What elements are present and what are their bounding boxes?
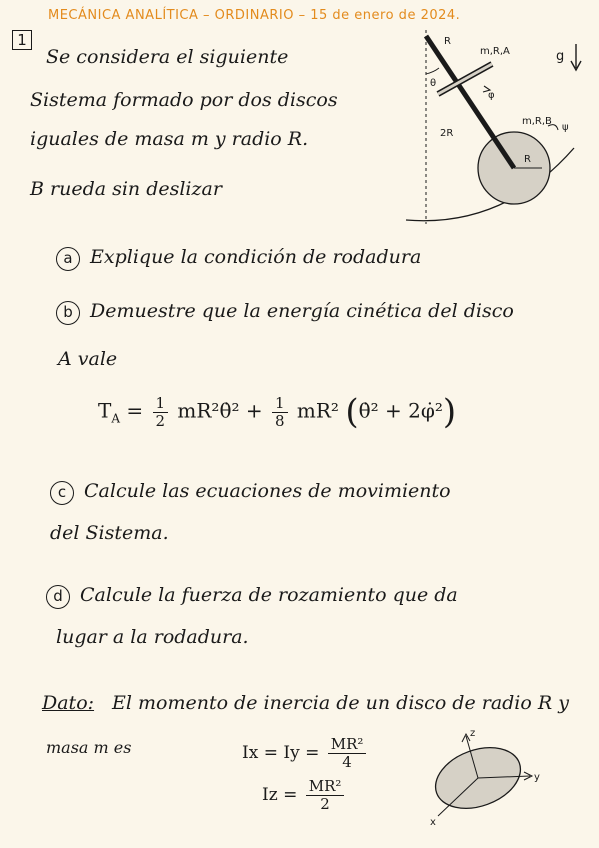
kinetic-energy-formula [98,392,456,432]
z-axis-arrow [462,734,470,742]
item-d [46,584,458,609]
item-b [56,300,514,325]
item-c-text-1: Calcule las ecuaciones de movimiento [84,480,451,502]
dato-text: El momento de inercia de un disco de radio R y [112,692,569,714]
item-d-text-1: Calcule la fuerza de rozamiento que da [80,584,458,606]
item-b-text-1: Demuestre que la energía cinética del disco [90,300,514,322]
label-r-top: R [444,36,451,47]
inertia-iz [262,778,347,813]
frac-1-num: 1 [153,395,169,413]
mechanism-diagram [404,28,584,228]
item-c [50,480,451,505]
frac-2-num: 1 [272,395,288,413]
item-b-text-2: A vale [58,348,118,370]
label-disc-a: m,R,A [480,46,510,57]
left-paren: ( [345,392,359,432]
iz-den: 2 [320,795,330,813]
item-c-text-2: del Sistema. [50,522,169,544]
frac-2-den: 8 [275,411,285,430]
inertia-ixy-frac [328,736,367,771]
item-d-marker: d [46,585,70,609]
label-disc-b: m,R,B [522,116,552,127]
exam-header: MECÁNICA ANALÍTICA – ORDINARIO – 15 de enero de 2024. [48,8,461,23]
statement-line-1: Se considera el siguiente [46,46,289,68]
label-psi: ψ [562,122,569,133]
label-axis-y: y [534,772,540,783]
formula-lhs-sub: A [111,411,121,426]
inertia-ixy [242,736,369,771]
formula-term-2: mR² [296,398,339,423]
formula-term-1: mR²θ̇² [177,398,240,423]
statement-line-2: Sistema formado por dos discos [30,89,338,111]
label-axis-x: x [430,817,436,828]
formula-eq: = [126,398,144,423]
item-a-marker: a [56,247,80,271]
statement-line-4: B rueda sin deslizar [30,178,222,200]
right-paren: ) [442,392,457,432]
item-a [56,246,421,271]
question-number-box: 1 [12,30,32,50]
label-r-disc: R [524,154,531,165]
item-d-text-2: lugar a la rodadura. [56,626,249,648]
item-a-text: Explique la condición de rodadura [90,246,422,268]
label-axis-z: z [470,728,476,739]
statement-line-3: iguales de masa m y radio R. [30,128,309,150]
inertia-ixy-label: Ix = Iy = [242,743,320,763]
item-c-marker: c [50,481,74,505]
inertia-iz-frac [306,778,345,813]
formula-frac-1 [153,395,169,430]
iz-num: MR² [306,778,345,796]
formula-lhs: T [98,398,112,423]
ixy-num: MR² [328,736,367,754]
dato-masa-line: masa m es [46,738,132,757]
inertia-iz-label: Iz = [262,785,298,805]
formula-plus: + [245,398,263,423]
theta-arc [426,68,439,74]
formula-frac-2 [272,395,288,430]
item-b-marker: b [56,301,80,325]
formula-paren-content: θ̇² + 2φ̇² [358,398,443,423]
label-theta: θ [430,78,437,89]
disc-axes-diagram [426,728,546,828]
dato-label: Dato: [42,692,95,714]
frac-1-den: 2 [155,411,166,430]
label-gravity: g [556,49,565,64]
label-phi: φ [488,90,495,101]
ixy-den: 4 [342,753,352,771]
label-2r: 2R [440,128,454,139]
